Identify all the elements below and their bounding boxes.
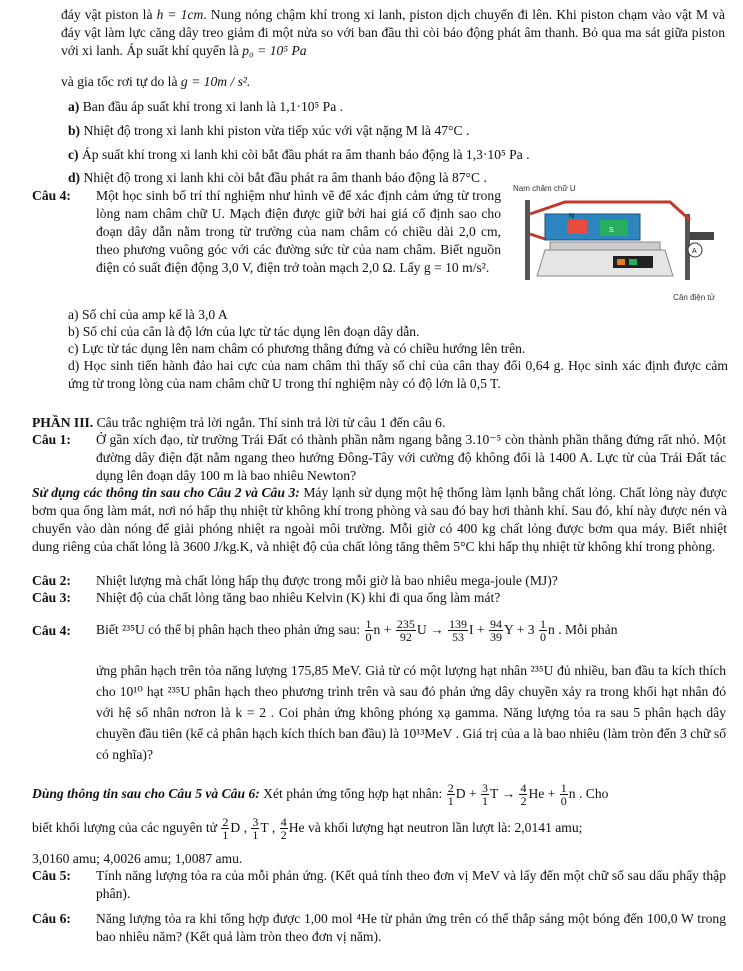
question-3-text: Nhiệt độ của chất lỏng tăng bao nhiêu Kelvin (K) khi đi qua ống làm mát? xyxy=(96,590,501,605)
fusion-equation: $\frac{2}{1}$ D + $\frac{3}{1}$ T → $\frac{4}{2}$ He + $\frac{1}{0}$ n xyxy=(447,780,579,809)
item-text: Ban đầu áp suất khí trong xi lanh là 1,1·10⁵ Pa . xyxy=(82,99,344,114)
shared-info-56-pre: Xét phản ứng tổng hợp hạt nhân: xyxy=(259,786,443,801)
item-text: Nhiệt độ trong xi lanh khi còi bắt đầu phát ra âm thanh báo động là 87°C . xyxy=(83,170,487,185)
item-label: c) xyxy=(68,147,79,162)
intro-item-d xyxy=(68,169,487,187)
part-3-heading xyxy=(32,414,445,432)
fission-equation-line xyxy=(96,611,618,649)
left-stand xyxy=(525,200,530,280)
button xyxy=(629,259,637,265)
button xyxy=(617,259,625,265)
item-label: d) xyxy=(68,170,81,185)
apparatus-illustration xyxy=(505,184,723,304)
question-2-label: Câu 2: xyxy=(32,573,71,588)
shared-info-5-6-line2: biết khối lượng của các nguyên tử $\frac{2}{1}$ D , $\frac{3}{1}$ T , $\frac{4}{2}$ He và khối lượng hạt neutron lần lượt là: 2,0141 amu; xyxy=(32,814,583,843)
question-4-item-d: d) Học sinh tiến hành đảo hai cực của nam châm thì thấy số chỉ của cân thay đổi 0,64 g. Học sinh xác định được cảm ứng từ trong lòng của nam châm chữ U trong thí nghiệm này có độ lớn là 0,5 T. xyxy=(68,358,728,392)
intro-item-b xyxy=(68,122,469,140)
question-6-label: Câu 6: xyxy=(32,911,71,926)
intro-text-1: đáy vật piston là xyxy=(61,7,157,22)
question-4b-text: ứng phân hạch trên tỏa năng lượng 175,85 MeV. Giả từ có một lượng hạt nhân ²³⁵U đủ nhiều, ban đầu ta kích thích cho 10¹⁰ hạt ²³⁵U phân hạch theo phương trình trên và sau đó phản ứng dây chuyền xảy ra trong khối hạt nhân đó với hệ số nhân nơron là k = 2 . Coi phản ứng không phóng xạ gamma. Năng lượng tỏa ra sau 5 phân hạch dây chuyền đầu tiên (kể cả phân hạch kích thích ban đầu) là 10¹³MeV . Giá trị của a là bao nhiêu (làm tròn đến 3 chữ số có nghĩa)? xyxy=(96,663,726,763)
intro-line-g xyxy=(61,73,250,91)
item-text: Áp suất khí trong xi lanh khi còi bắt đầu phát ra âm thanh báo động là 1,3·10⁵ Pa . xyxy=(81,147,530,162)
question-4-text: Một học sinh bố trí thí nghiệm như hình vẽ để xác định cảm ứng từ trong lòng nam châm chữ U. Mạch điện được giữ bởi hai giá cố định sao cho đoạn dây dẫn nằm trong từ trường của nam châm có chiều dài 2,0 cm, theo phương vuông góc với các đường sức từ của nam châm. Biết nguồn điện có suất điện động 3,0 V, điện trở toàn mạch 2,0 Ω. Lấy g = 10 m/s². xyxy=(96,188,501,276)
intro-text-3: và gia tốc rơi tự do là xyxy=(61,74,181,89)
intro-text-2: . Nung nóng chậm khí trong xi lanh, piston dịch chuyển đi lên. Khi piston chạm vào vật M và đáy vật làm lực căng dây treo giảm đi một nửa so với ban đầu thì còi báo động phát âm thanh. Bỏ qua ma sát giữa piston với xi lanh. Áp suất khí quyển là xyxy=(61,7,725,59)
balance-pan xyxy=(550,242,660,250)
item-label: a) xyxy=(68,99,80,114)
shared-info-lead: Sử dụng các thông tin sau cho Câu 2 và Câu 3: xyxy=(32,485,300,500)
p0-value: p₀ = 10⁵ Pa xyxy=(242,43,307,59)
magnet-pole-n xyxy=(567,220,587,234)
battery xyxy=(690,232,714,240)
magnet-balance-diagram xyxy=(505,184,723,304)
question-1-text: Ở gần xích đạo, từ trường Trái Đất có thành phần nằm ngang bằng 3.10⁻⁵ còn thành phần thẳng đứng rất nhỏ. Một đường dây điện đặt nằm ngang theo hướng Đông-Tây với cường độ không đổi là 1400 A. Lực từ của Trái Đất tác dụng lên đoạn dây 100 m là bao nhiêu Newton? xyxy=(96,432,726,484)
question-4-label: Câu 4: xyxy=(32,188,71,203)
pole-n-label: N xyxy=(569,213,575,220)
question-3-label: Câu 3: xyxy=(32,590,71,605)
question-1-label: Câu 1: xyxy=(32,432,71,447)
question-6-text: Năng lượng tỏa ra khi tổng hợp được 1,00 mol ⁴He từ phản ứng trên có thể thắp sáng một bóng đến 100,0 W trong bao nhiêu năm? (Kết quả làm tròn theo đơn vị năm). xyxy=(96,911,726,945)
part-3-title: PHẦN III. xyxy=(32,415,94,430)
shared-info-text: Máy lạnh sử dụng một hệ thống làm lạnh bằng chất lỏng. Chất lỏng này được bơm qua ống làm mát, nơi nó hấp thụ nhiệt từ không khí trong phòng và sau đó bay hơi thành khí. Sau đó, khí này được nén và chuyển vào dàn nóng để giải phóng nhiệt ra ngoài môi trường. Mỗi giờ có 400 kg chất lỏng được bơm qua máy. Biết nhiệt dung riêng của chất lỏng là 3600 J/kg.K, và nhiệt độ của chất lỏng tăng thêm 5°C khi hấp thụ nhiệt từ không khí trong phòng. xyxy=(32,485,727,555)
shared-info-56-text3: 3,0160 amu; 4,0026 amu; 1,0087 amu. xyxy=(32,851,243,866)
question-5-label: Câu 5: xyxy=(32,868,71,883)
question-4-item-a: a) Số chỉ của amp kế là 3,0 A xyxy=(68,307,228,322)
intro-paragraph xyxy=(61,6,725,60)
question-4-item-c: c) Lực từ tác dụng lên nam châm có phương thẳng đứng và có chiều hướng lên trên. xyxy=(68,341,526,356)
item-label: b) xyxy=(68,123,81,138)
question-4-item-b: b) Số chỉ của cân là độ lớn của lực từ tác dụng lên đoạn dây dẫn. xyxy=(68,324,420,339)
g-value: g = 10m / s². xyxy=(180,74,251,89)
fission-equation: $\frac{1}{0}$ n + $\frac{235}{92}$ U → $\frac{139}{53}$ I + $\frac{94}{39}$ Y + 3 $\frac{1}{0}$ n xyxy=(365,616,559,645)
question-5-text: Tính năng lượng tỏa ra của mỗi phản ứng. (Kết quả tính theo đơn vị MeV và lấy đến một chữ số sau dấu phẩy thập phân). xyxy=(96,868,726,902)
h-value: h = 1cm xyxy=(156,7,204,22)
shared-info-56-text1: biết khối lượng của các nguyên tử xyxy=(32,820,217,835)
question-2-text: Nhiệt lượng mà chất lỏng hấp thụ được trong mỗi giờ là bao nhiêu mega-joule (MJ)? xyxy=(96,573,558,588)
diagram-caption: Cân điện tử xyxy=(673,293,715,303)
shared-info-56-post: . Cho xyxy=(579,786,609,801)
question-4b-label: Câu 4: xyxy=(32,623,71,638)
intro-item-a xyxy=(68,98,343,116)
ammeter-label: A xyxy=(692,248,697,255)
wire-left xyxy=(530,234,545,239)
intro-item-c xyxy=(68,146,530,164)
diagram-title: Nam châm chữ U xyxy=(513,184,576,193)
magnet-pole-s xyxy=(600,220,628,236)
shared-info-56-text2: và khối lượng hạt neutron lần lượt là: 2,0141 amu; xyxy=(307,820,583,835)
pole-s-label: S xyxy=(609,227,614,234)
part-3-instructions: Câu trắc nghiệm trả lời ngắn. Thí sinh trả lời từ câu 1 đến câu 6. xyxy=(93,415,446,430)
shared-info-2-3 xyxy=(32,484,727,556)
fission-post: . Mỗi phản xyxy=(558,622,618,637)
item-text: Nhiệt độ trong xi lanh khi piston vừa tiếp xúc với vật nặng M là 47°C . xyxy=(83,123,470,138)
fission-intro: Biết ²³⁵U có thể bị phân hạch theo phản ứng sau: xyxy=(96,622,361,637)
shared-info-56-lead: Dùng thông tin sau cho Câu 5 và Câu 6: xyxy=(32,786,260,801)
